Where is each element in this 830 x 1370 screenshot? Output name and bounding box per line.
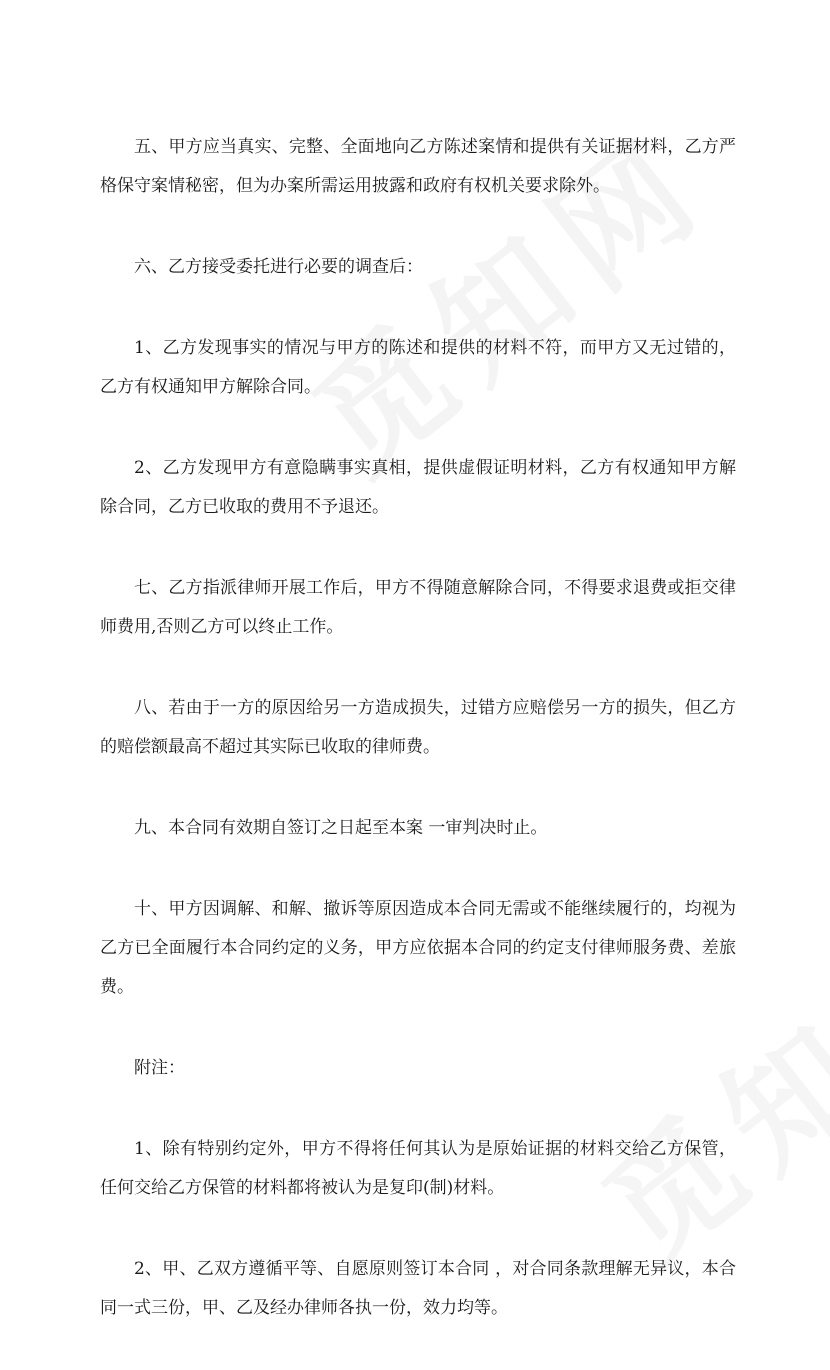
clause-ten: 十、甲方因调解、和解、撤诉等原因造成本合同无需或不能继续履行的，均视为乙方已全面履行本合同约定的义务，甲方应依据本合同的约定支付律师服务费、差旅费。 [100,899,736,997]
note-item-1: 1、除有特别约定外，甲方不得将任何其认为是原始证据的材料交给乙方保管，任何交给乙方保管的材料都将被认为是复印(制)材料。 [100,1139,736,1198]
document-body [100,128,736,1370]
clause-six-item-1: 1、乙方发现事实的情况与甲方的陈述和提供的材料不符，而甲方又无过错的，乙方有权通知甲方解除合同。 [100,338,736,397]
note-item-2: 2、甲、乙双方遵循平等、自愿原则签订本合同 ，对合同条款理解无异议，本合同一式三份，甲、乙及经办律师各执一份，效力均等。 [100,1259,736,1318]
clause-five: 五、甲方应当真实、完整、全面地向乙方陈述案情和提供有关证据材料，乙方严格保守案情秘密，但为办案所需运用披露和政府有权机关要求除外。 [100,137,736,196]
clause-seven: 七、乙方指派律师开展工作后，甲方不得随意解除合同，不得要求退费或拒交律师费用,否则乙方可以终止工作。 [100,578,736,637]
clause-eight: 八、若由于一方的原因给另一方造成损失，过错方应赔偿另一方的损失，但乙方的赔偿额最高不超过其实际已收取的律师费。 [100,698,736,757]
clause-six-item-2: 2、乙方发现甲方有意隐瞒事实真相，提供虚假证明材料，乙方有权通知甲方解除合同，乙方已收取的费用不予退还。 [100,458,736,517]
clause-nine: 九、本合同有效期自签订之日起至本案 一审判决时止。 [134,818,548,838]
notes-heading: 附注： [134,1058,185,1078]
clause-six: 六、乙方接受委托进行必要的调查后： [134,257,423,277]
